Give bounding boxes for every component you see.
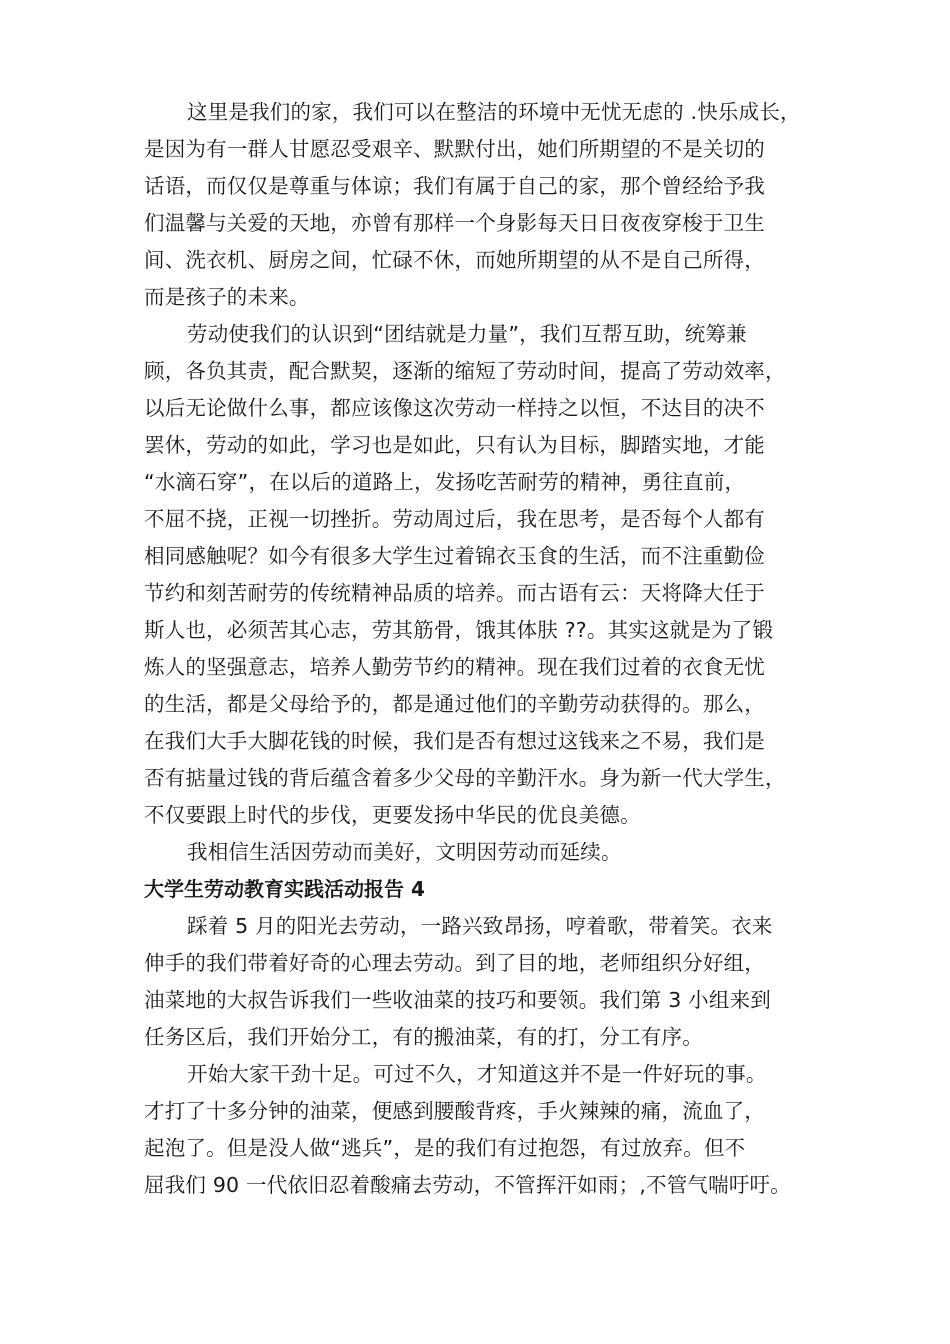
- paragraph-line: 屈我们 90 一代依旧忍着酸痛去劳动，不管挥汗如雨；,不管气喘吁吁。: [144, 1173, 791, 1197]
- paragraph-line: 劳动使我们的认识到“团结就是力量”，我们互帮互助，统筹兼: [187, 322, 747, 346]
- paragraph-line: 节约和刻苦耐劳的传统精神品质的培养。而古语有云：天将降大任于: [144, 581, 765, 605]
- paragraph-line: 踩着 5 月的阳光去劳动，一路兴致昂扬，哼着歌，带着笑。衣来: [187, 914, 773, 938]
- paragraph-line: 在我们大手大脚花钱的时候，我们是否有想过这钱来之不易，我们是: [144, 729, 765, 753]
- paragraph-line: 这里是我们的家，我们可以在整洁的环境中无忧无虑的 .快乐成长，: [187, 100, 801, 124]
- paragraph-line: 否有掂量过钱的背后蕴含着多少父母的辛勤汗水。身为新一代大学生，: [144, 766, 786, 790]
- paragraph-line: 以后无论做什么事，都应该像这次劳动一样持之以恒，不达目的决不: [144, 396, 765, 420]
- paragraph-line: 的生活，都是父母给予的，都是通过他们的辛勤劳动获得的。那么，: [144, 692, 765, 716]
- paragraph-line: 任务区后，我们开始分工，有的搬油菜，有的打，分工有序。: [144, 1025, 703, 1049]
- paragraph-line: 起泡了。但是没人做“逃兵”，是的我们有过抱怨，有过放弃。但不: [144, 1136, 746, 1160]
- paragraph-line: 不屈不挠，正视一切挫折。劳动周过后，我在思考，是否每个人都有: [144, 507, 765, 531]
- paragraph-line: “水滴石穿”，在以后的道路上，发扬吃苦耐劳的精神，勇往直前，: [144, 470, 746, 494]
- paragraph-line: 间、洗衣机、厨房之间，忙碌不休，而她所期望的从不是自己所得，: [144, 248, 765, 272]
- paragraph-line: 们温馨与关爱的天地，亦曾有那样一个身影每天日日夜夜穿梭于卫生: [144, 211, 765, 235]
- paragraph-line: 炼人的坚强意志，培养人勤劳节约的精神。现在我们过着的衣食无忧: [144, 655, 765, 679]
- paragraph-line: 是因为有一群人甘愿忍受艰辛、默默付出，她们所期望的不是关切的: [144, 137, 765, 161]
- paragraph-line: 油菜地的大叔告诉我们一些收油菜的技巧和要领。我们第 3 小组来到: [144, 988, 771, 1012]
- paragraph-line: 话语，而仅仅是尊重与体谅；我们有属于自己的家，那个曾经给予我: [144, 174, 765, 198]
- paragraph-line: 才打了十多分钟的油菜，便感到腰酸背疼，手火辣辣的痛，流血了，: [144, 1099, 765, 1123]
- paragraph-line: 顾，各负其责，配合默契，逐渐的缩短了劳动时间，提高了劳动效率，: [144, 359, 786, 383]
- paragraph-line: 斯人也，必须苦其心志，劳其筋骨，饿其体肤 ??。其实这就是为了锻: [144, 618, 774, 642]
- paragraph-line: 罢休，劳动的如此，学习也是如此，只有认为目标，脚踏实地，才能: [144, 433, 765, 457]
- paragraph-line: 相同感触呢？如今有很多大学生过着锦衣玉食的生活，而不注重勤俭: [144, 544, 765, 568]
- paragraph-line: 而是孩子的未来。: [144, 285, 310, 309]
- paragraph-line: 伸手的我们带着好奇的心理去劳动。到了目的地，老师组织分好组，: [144, 951, 765, 975]
- paragraph-line: 不仅要跟上时代的步伐，更要发扬中华民的优良美德。: [144, 803, 641, 827]
- section-heading: 大学生劳动教育实践活动报告 4: [144, 877, 425, 901]
- paragraph-line: 我相信生活因劳动而美好，文明因劳动而延续。: [187, 840, 622, 864]
- paragraph-line: 开始大家干劲十足。可过不久，才知道这并不是一件好玩的事。: [187, 1062, 767, 1086]
